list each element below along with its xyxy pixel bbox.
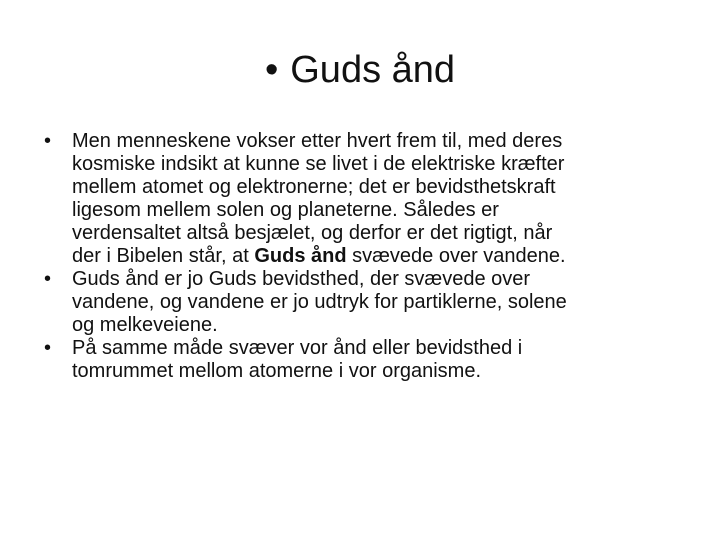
text-segment: der i Bibelen står, at [72, 245, 255, 267]
text-line: ligesom mellem solen og planeterne. Således er [72, 199, 499, 221]
text-line: verdensaltet altså besjælet, og derfor er det rigtigt, når [72, 222, 553, 244]
bullet-list [44, 130, 680, 383]
text-line: kosmiske indsikt at kunne se livet i de elektriske kræfter [72, 153, 565, 175]
text-line-with-emphasis [72, 245, 680, 268]
slide-title-text: Guds ånd [290, 49, 456, 91]
bullet-glyph: • [44, 337, 52, 359]
text-segment: svævede over vandene. [346, 245, 566, 267]
bullet-item-1 [44, 130, 680, 268]
bullet-item-2 [44, 268, 680, 337]
text-line: tomrummet mellom atomerne i vor organisme. [72, 360, 482, 382]
emphasis-guds-and: Guds ånd [254, 245, 347, 267]
bullet-glyph: • [44, 130, 52, 152]
title-bullet: • [264, 49, 279, 91]
text-line: Men menneskene vokser etter hvert frem til, med deres [72, 130, 563, 152]
text-line: mellem atomet og elektronerne; det er bevidsthetskraft [72, 176, 556, 198]
text-line: På samme måde svæver vor ånd eller bevidsthed i [72, 337, 523, 359]
bullet-item-3 [44, 337, 680, 383]
text-line: Guds ånd er jo Guds bevidsthed, der svævede over [72, 268, 531, 290]
slide-title [0, 44, 720, 96]
bullet-glyph: • [44, 268, 52, 290]
text-line: vandene, og vandene er jo udtryk for partiklerne, solene [72, 291, 567, 313]
text-line: og melkeveiene. [72, 314, 218, 336]
